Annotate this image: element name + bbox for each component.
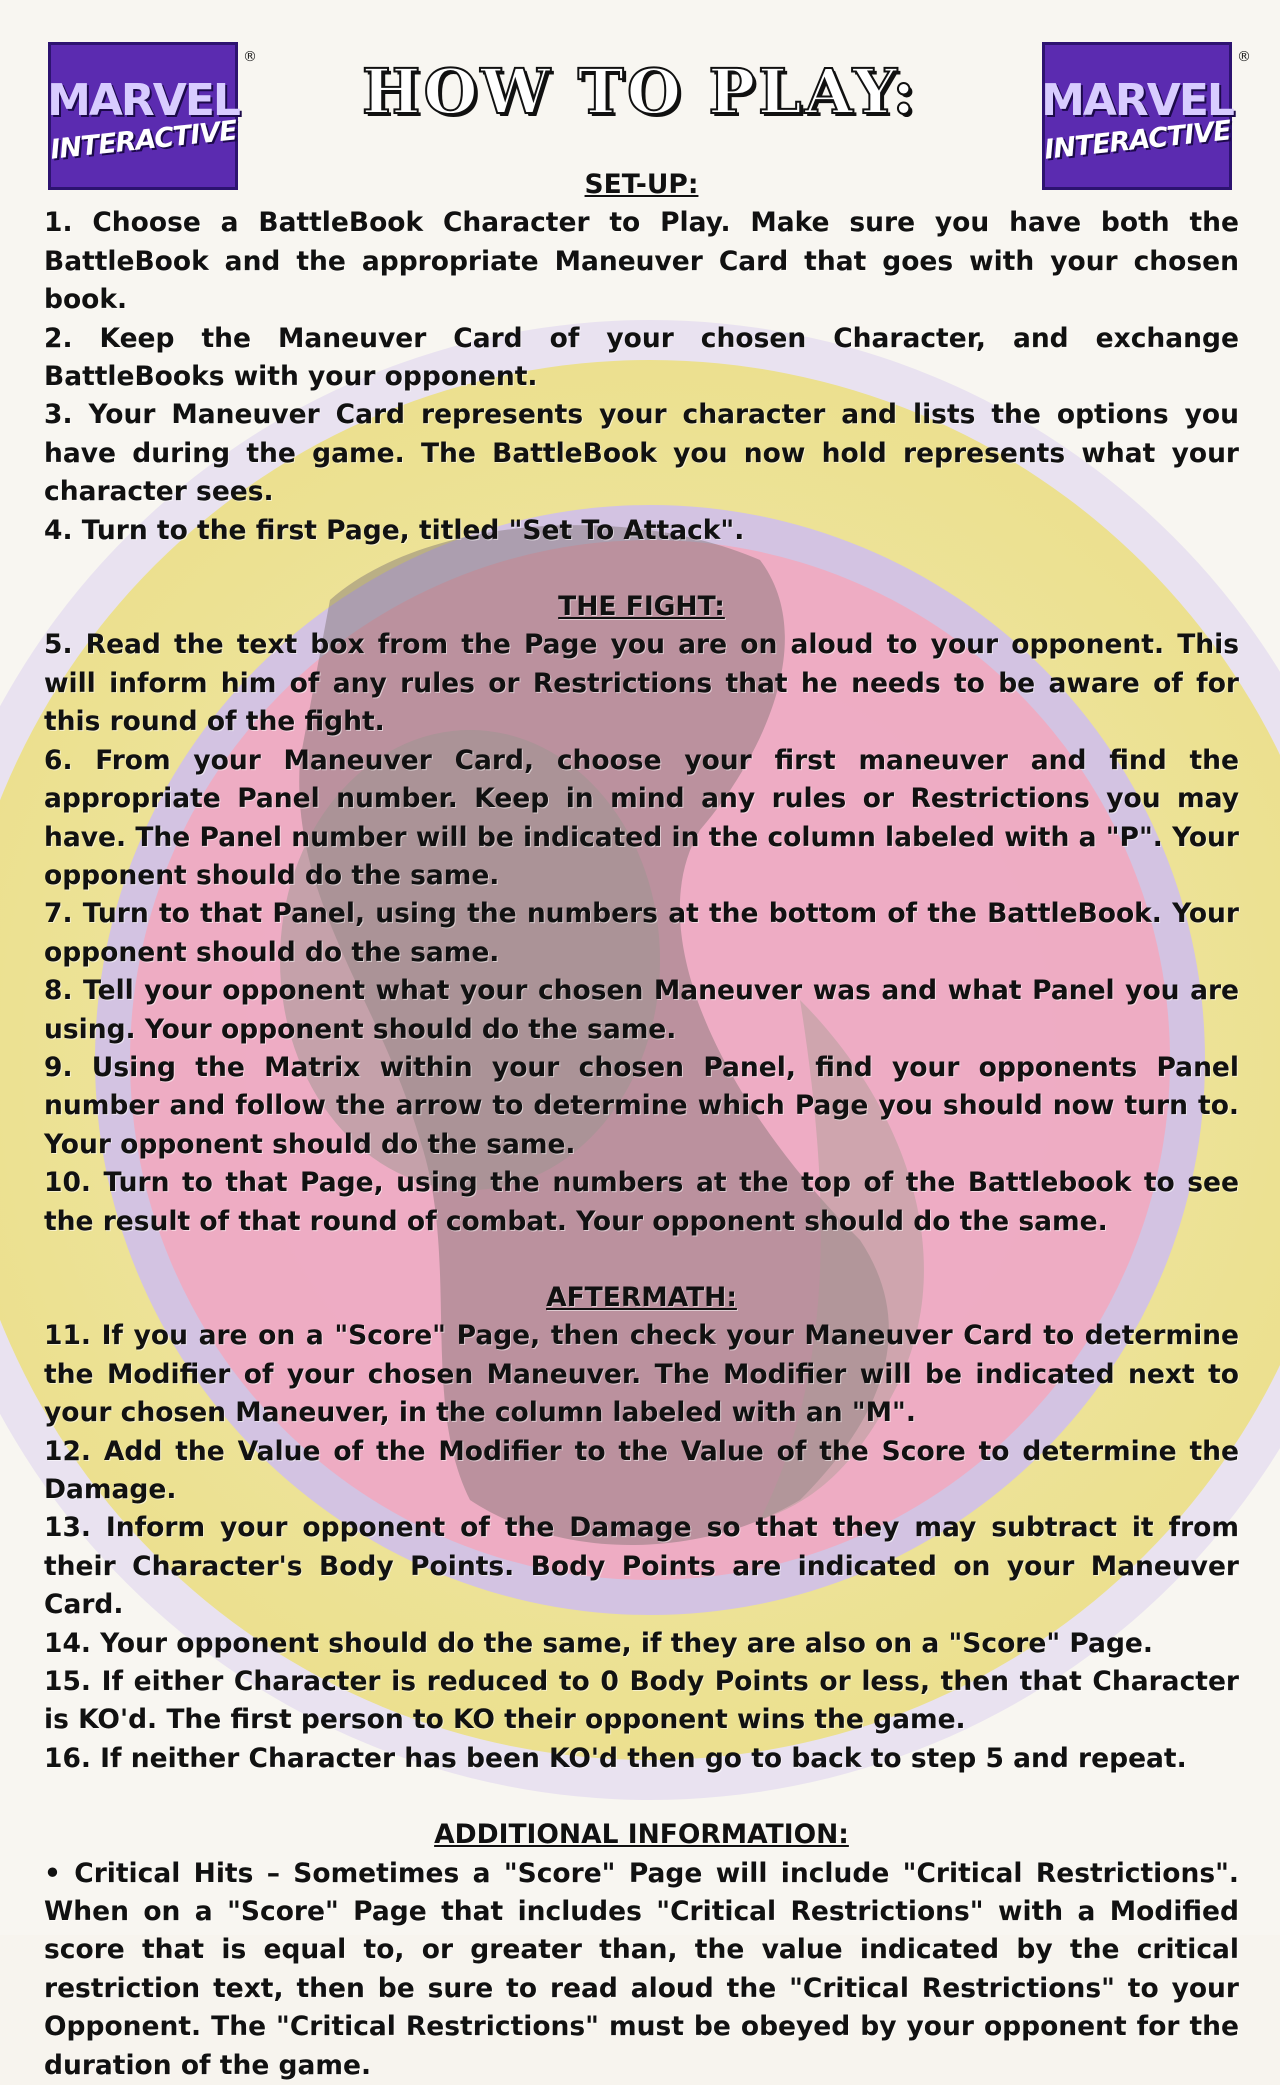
step-9: 9. Using the Matrix within your chosen Panel, find your opponents Panel number and follow the arrow to determine which Page you should now turn to. Your opponent should do the same. [44, 1051, 1239, 1160]
instructions [44, 166, 1239, 2085]
section-gap [44, 1778, 1239, 1816]
step-6: 6. From your Maneuver Card, choose your first maneuver and find the appropriate Panel number. Keep in mind any rules or Restrictions you may have. The Panel number will be indicated in the column labeled with a "P". Your opponent should do the same. [44, 744, 1239, 891]
registered-mark: ® [243, 49, 257, 65]
page-title: HOW TO PLAY: [361, 55, 919, 128]
section-gap [44, 1241, 1239, 1279]
section-heading-additional: ADDITIONAL INFORMATION: [434, 1819, 849, 1851]
step-4: 4. Turn to the first Page, titled "Set To Attack". [44, 514, 745, 546]
step-2: 2. Keep the Maneuver Card of your chosen Character, and exchange BattleBooks with your opponent. [44, 322, 1239, 393]
step-13: 13. Inform your opponent of the Damage so that they may subtract it from their Character's Body Points. Body Points are indicated on your Maneuver Card. [44, 1512, 1239, 1621]
section-heading-fight: THE FIGHT: [558, 591, 725, 623]
step-5: 5. Read the text box from the Page you are on aloud to your opponent. This will inform him of any rules or Restrictions that he needs to be aware of for this round of the fight. [44, 629, 1239, 738]
step-14: 14. Your opponent should do the same, if they are also on a "Score" Page. [44, 1627, 1153, 1659]
step-1: 1. Choose a BattleBook Character to Play. Make sure you have both the BattleBook and the appropriate Maneuver Card that goes with your chosen book. [44, 207, 1239, 316]
step-8: 8. Tell your opponent what your chosen Maneuver was and what Panel you are using. Your opponent should do the same. [44, 975, 1239, 1045]
step-10: 10. Turn to that Page, using the numbers at the top of the Battlebook to see the result of that round of combat. Your opponent should do the same. [44, 1167, 1239, 1237]
step-3: 3. Your Maneuver Card represents your character and lists the options you have during the game. The BattleBook you now hold represents what your character sees. [44, 399, 1239, 508]
logo-bottom-text: INTERACTIVE [48, 114, 238, 166]
step-15: 15. If either Character is reduced to 0 Body Points or less, then that Character is KO'd. The first person to KO their opponent wins the game. [44, 1666, 1239, 1736]
registered-mark: ® [1237, 49, 1251, 65]
logo-top-text: MARVEL [1041, 74, 1233, 126]
step-11: 11. If you are on a "Score" Page, then check your Maneuver Card to determine the Modifier of your chosen Maneuver. The Modifier will be indicated next to your chosen Maneuver, in the column labeled with an "M". [44, 1320, 1239, 1429]
step-7: 7. Turn to that Panel, using the numbers at the bottom of the BattleBook. Your opponent should do the same. [44, 898, 1239, 968]
logo-top-text: MARVEL [47, 74, 239, 126]
step-16: 16. If neither Character has been KO'd then go to back to step 5 and repeat. [44, 1742, 1187, 1774]
critical-hits-note: • Critical Hits – Sometimes a "Score" Page will include "Critical Restrictions". When on a "Score" Page that includes "Critical Restrictions" with a Modified score that is equal to, or greater than, the value indicated by the critical restriction text, then be sure to read aloud the "Critical Restrictions" to your Opponent. The "Critical Restrictions" must be obeyed by your opponent for the duration of the game. [44, 1857, 1239, 2081]
step-12: 12. Add the Value of the Modifier to the Value of the Score to determine the Damage. [44, 1435, 1239, 1505]
section-gap [44, 550, 1239, 588]
section-heading-aftermath: AFTERMATH: [546, 1281, 737, 1313]
section-heading-setup: SET-UP: [584, 169, 699, 200]
logo-bottom-text: INTERACTIVE [1042, 114, 1232, 166]
